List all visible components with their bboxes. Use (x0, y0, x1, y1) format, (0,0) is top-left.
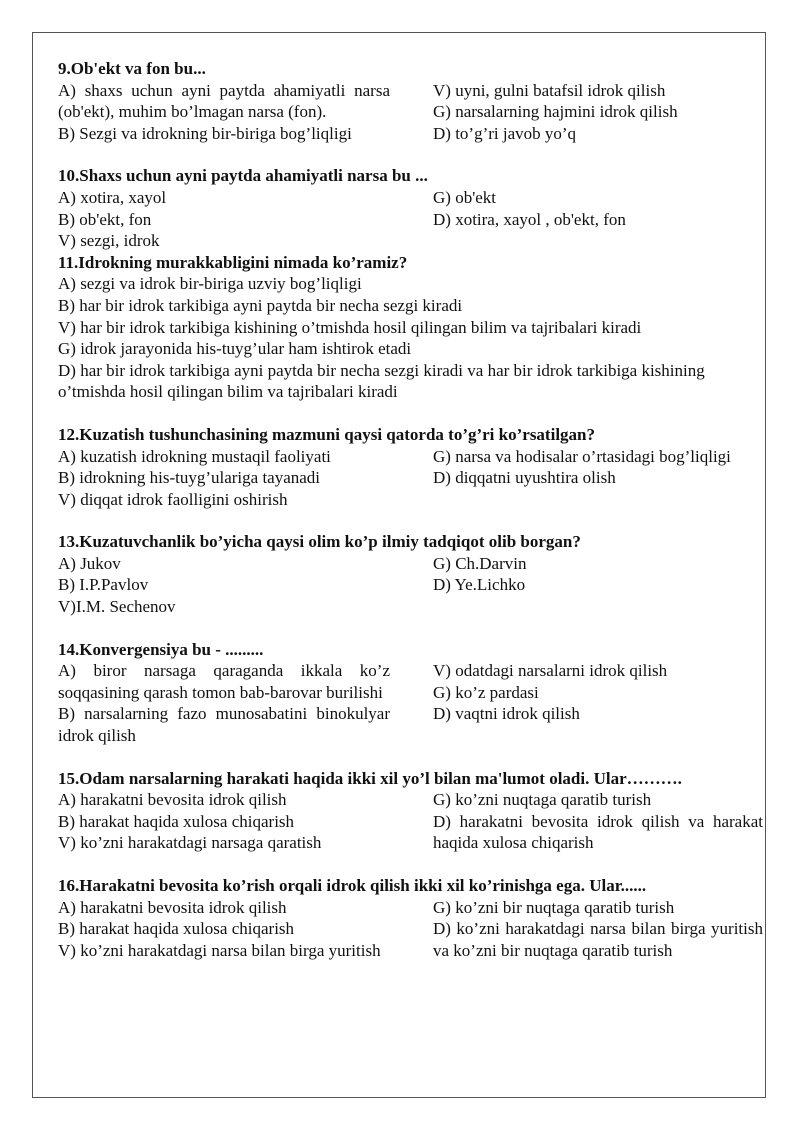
question-13 (58, 531, 764, 617)
question-15 (58, 768, 764, 854)
question-title: 14.Konvergensiya bu - ......... (58, 639, 264, 659)
question-title: 16.Harakatni bevosita ko’rish orqali idrok qilish ikki xil ko’rinishga ega. Ular...... (58, 876, 647, 895)
answer-option-v: V) uyni, gulni batafsil idrok qilish (433, 80, 666, 100)
answer-option-a: A) biror narsaga qaraganda ikkala ko’z soqqasining qarash tomon bab-barovar burilishi (58, 661, 390, 702)
answer-option-v: V)I.M. Sechenov (58, 597, 176, 617)
answer-option-v: V) sezgi, idrok (58, 231, 160, 251)
answer-option-d: D) harakatni bevosita idrok qilish va harakat haqida xulosa chiqarish (433, 811, 763, 853)
answer-option-v: V) ko’zni harakatdagi narsaga qaratish (58, 833, 322, 853)
answer-option-g: G) ko’z pardasi (433, 682, 539, 702)
answer-option-b: B) harakat haqida xulosa chiqarish (58, 811, 295, 831)
answer-option-g: G) ko’zni bir nuqtaga qaratib turish (433, 897, 675, 917)
answer-option-v: V) diqqat idrok faolligini oshirish (58, 489, 288, 509)
question-10 (58, 165, 764, 251)
answer-option-b: B) idrokning his-tuyg’ulariga tayanadi (58, 468, 321, 488)
answer-option-d: D) vaqtni idrok qilish (433, 704, 580, 724)
answer-option-a: A) kuzatish idrokning mustaqil faoliyati (58, 446, 331, 466)
answer-option-g: G) ko’zni nuqtaga qaratib turish (433, 790, 652, 810)
answer-option-b: B) harakat haqida xulosa chiqarish (58, 919, 295, 939)
answer-option-g: G) Ch.Darvin (433, 553, 527, 573)
answer-option-b: B) Sezgi va idrokning bir-biriga bog’liqligi (58, 123, 352, 143)
question-title: 15.Odam narsalarning harakati haqida ikki xil yo’l bilan ma'lumot oladi. Ular………. (58, 768, 682, 788)
answer-option-d: D) diqqatni uyushtira olish (433, 468, 616, 488)
answer-option-d: D) Ye.Lichko (433, 575, 526, 595)
question-9 (58, 58, 764, 144)
question-14 (58, 639, 764, 747)
answer-option-a: A) shaxs uchun ayni paytda ahamiyatli narsa (ob'ekt), muhim bo’lmagan narsa (fon). (58, 80, 390, 122)
answer-option-a: A) harakatni bevosita idrok qilish (58, 790, 287, 810)
answer-option-a: A) harakatni bevosita idrok qilish (58, 897, 287, 917)
answer-option-v: V) har bir idrok tarkibiga kishining o’tmishda hosil qilingan bilim va tajribalari kiradi (58, 317, 642, 337)
question-title: 13.Kuzatuvchanlik bo’yicha qaysi olim ko’p ilmiy tadqiqot olib borgan? (58, 532, 581, 552)
answer-option-g: G) narsalarning hajmini idrok qilish (433, 102, 678, 122)
answer-option-b: B) I.P.Pavlov (58, 575, 149, 595)
question-11 (58, 252, 764, 403)
answer-option-d: D) xotira, xayol , ob'ekt, fon (433, 209, 626, 229)
question-title: 12.Kuzatish tushunchasining mazmuni qaysi qatorda to’g’ri ko’rsatilgan? (58, 424, 595, 444)
question-16 (58, 875, 764, 961)
question-title: 10.Shaxs uchun ayni paytda ahamiyatli narsa bu ... (58, 166, 428, 186)
answer-option-b: B) har bir idrok tarkibiga ayni paytda bir necha sezgi kiradi (58, 295, 463, 315)
answer-option-g: G) idrok jarayonida his-tuyg’ular ham ishtirok etadi (58, 339, 412, 359)
question-title: 9.Ob'ekt va fon bu... (58, 59, 206, 78)
answer-option-a: A) sezgi va idrok bir-biriga uzviy bog’liqligi (58, 274, 362, 294)
answer-option-b: B) narsalarning fazo munosabatini binokulyar idrok qilish (58, 704, 390, 746)
answer-option-a: A) xotira, xayol (58, 187, 167, 207)
answer-option-d: D) har bir idrok tarkibiga ayni paytda bir necha sezgi kiradi va har bir idrok tarkibiga kishining o’tmishda hosil qilingan bilim va tajribalari kiradi (58, 360, 705, 402)
answer-option-g: G) narsa va hodisalar o’rtasidagi bog’liqligi (433, 446, 731, 466)
quiz-content (58, 58, 764, 961)
question-title: 11.Idrokning murakkabligini nimada ko’ramiz? (58, 252, 408, 272)
answer-option-a: A) Jukov (58, 553, 121, 573)
answer-option-v: V) odatdagi narsalarni idrok qilish (433, 661, 668, 681)
answer-option-d: D) to’g’ri javob yo’q (433, 123, 577, 143)
answer-option-d: D) ko’zni harakatdagi narsa bilan birga yuritish va ko’zni bir nuqtaga qaratib turish (433, 919, 763, 960)
question-12 (58, 424, 764, 510)
answer-option-v: V) ko’zni harakatdagi narsa bilan birga yuritish (58, 940, 381, 960)
answer-option-b: B) ob'ekt, fon (58, 209, 152, 229)
answer-option-g: G) ob'ekt (433, 187, 497, 207)
